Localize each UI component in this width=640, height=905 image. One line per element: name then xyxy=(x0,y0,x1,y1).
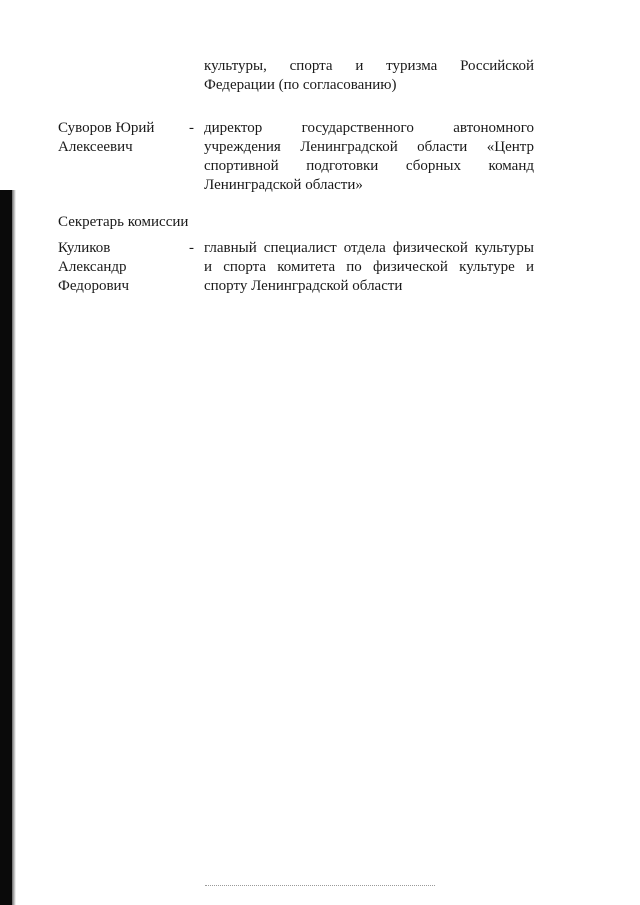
footer-rule xyxy=(205,885,435,886)
scan-edge xyxy=(0,190,12,905)
member-name-line-2: Алексеевич xyxy=(58,139,133,155)
member-dash: - xyxy=(189,120,194,136)
continuation-line-2: Федерации (по согласованию) xyxy=(204,77,397,93)
member-desc-line-3: спортивной подготовки сборных команд xyxy=(204,158,534,174)
secretary-desc-line-3: спорту Ленинградской области xyxy=(204,278,403,294)
secretary-name xyxy=(58,239,178,296)
member-desc-line-4: Ленинградской области» xyxy=(204,177,363,193)
member-desc-line-2: учреждения Ленинградской области «Центр xyxy=(204,139,534,155)
secretary-name-line-1: Куликов xyxy=(58,240,111,256)
scan-edge-shade xyxy=(12,190,16,905)
member-description xyxy=(204,119,534,195)
member-desc-line-1: директор государственного автономного xyxy=(204,120,534,136)
continuation-line-1: культуры, спорта и туризма Российской xyxy=(204,58,534,74)
secretary-desc-line-1: главный специалист отдела физической культуры xyxy=(204,240,534,256)
secretary-desc-line-2: и спорта комитета по физической культуре и xyxy=(204,259,534,275)
secretary-dash: - xyxy=(189,240,194,256)
secretary-heading: Секретарь комиссии xyxy=(58,214,189,230)
member-name xyxy=(58,119,178,157)
member-name-line-1: Суворов Юрий xyxy=(58,120,155,136)
secretary-description xyxy=(204,239,534,296)
continuation-text xyxy=(204,57,534,95)
secretary-name-line-3: Федорович xyxy=(58,278,130,294)
secretary-name-line-2: Александр xyxy=(58,259,127,275)
